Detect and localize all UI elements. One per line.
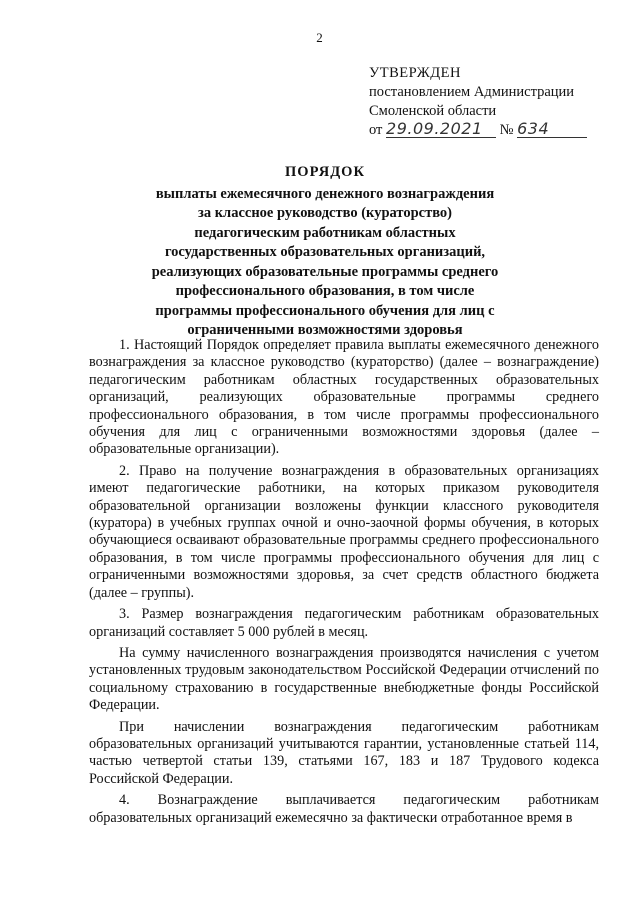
- title-line: выплаты ежемесячного денежного вознаграждения: [155, 185, 495, 202]
- date-prefix: от: [369, 122, 383, 138]
- title-line: за классное руководство (кураторство): [198, 205, 452, 221]
- title-line: государственных образовательных организаций,: [164, 244, 486, 260]
- title-line: профессионального образования, в том числе: [175, 283, 475, 299]
- document-body: [89, 337, 599, 831]
- handwritten-date-field: [386, 119, 496, 138]
- paragraph-3-contributions: На сумму начисленного вознаграждения производятся начисления с учетом установленных трудовым законодательством Российской Федерации отчислений по социальному страхованию в государственные внебюджетные фонды Российской Федерации.: [89, 644, 599, 714]
- handwritten-date: 29.09.2021: [386, 119, 483, 138]
- handwritten-number: 634: [517, 119, 550, 138]
- title-main: ПОРЯДОК: [285, 164, 365, 180]
- paragraph-3-guarantees: При начислении вознаграждения педагогическим работникам образовательных организаций учитываются гарантии, установленные статьей 114, частью четвертой статьи 139, статьями 167, 183 и 187 Трудового кодекса Российской Федерации.: [89, 718, 599, 787]
- title-line: педагогическим работникам областных: [194, 224, 456, 241]
- paragraph-4: 4. Вознаграждение выплачивается педагогическим работникам образовательных организаций ежемесячно за фактически отработанное время в: [89, 792, 599, 826]
- number-prefix: №: [499, 122, 514, 138]
- title-line: реализующих образовательные программы среднего: [151, 263, 499, 280]
- paragraph-3: 3. Размер вознаграждения педагогическим работникам образовательных организаций составляет 5 000 рублей в месяц.: [89, 606, 599, 640]
- paragraph-1: 1. Настоящий Порядок определяет правила выплаты ежемесячного денежного вознаграждения за классное руководство (кураторство) (далее – вознаграждение) педагогическим работникам областных государственных образовательных организаций, реализующих образовательные программы среднего профессионального образования, в том числе программы профессионального обучения для лиц с ограниченными возможностями здоровья (далее – образовательные организации).: [89, 337, 599, 458]
- handwritten-number-field: [517, 119, 587, 138]
- approval-line-1: постановлением Администрации: [369, 84, 575, 100]
- approval-stamp: УТВЕРЖДЕН: [369, 65, 461, 81]
- approval-date-line: [369, 121, 619, 140]
- document-title: [80, 163, 570, 341]
- paragraph-2: 2. Право на получение вознаграждения в образовательных организациях имеют педагогические работники, на которых приказом руководителя образовательной организации возложены функции классного руководителя (куратора) в учебных группах очной и очно-заочной формы обучения, в которых обучающиеся осваивают образовательные программы среднего профессионального образования, в том числе программы профессионального обучения для лиц с ограниченными возможностями здоровья, за счет средств областного бюджета (далее – группы).: [89, 462, 599, 601]
- approval-line-2: Смоленской области: [369, 103, 497, 119]
- approval-block: [369, 64, 619, 140]
- page-number: 2: [316, 30, 323, 45]
- title-line: программы профессионального обучения для лиц с: [155, 302, 495, 319]
- title-line: ограниченными возможностями здоровья: [187, 322, 463, 338]
